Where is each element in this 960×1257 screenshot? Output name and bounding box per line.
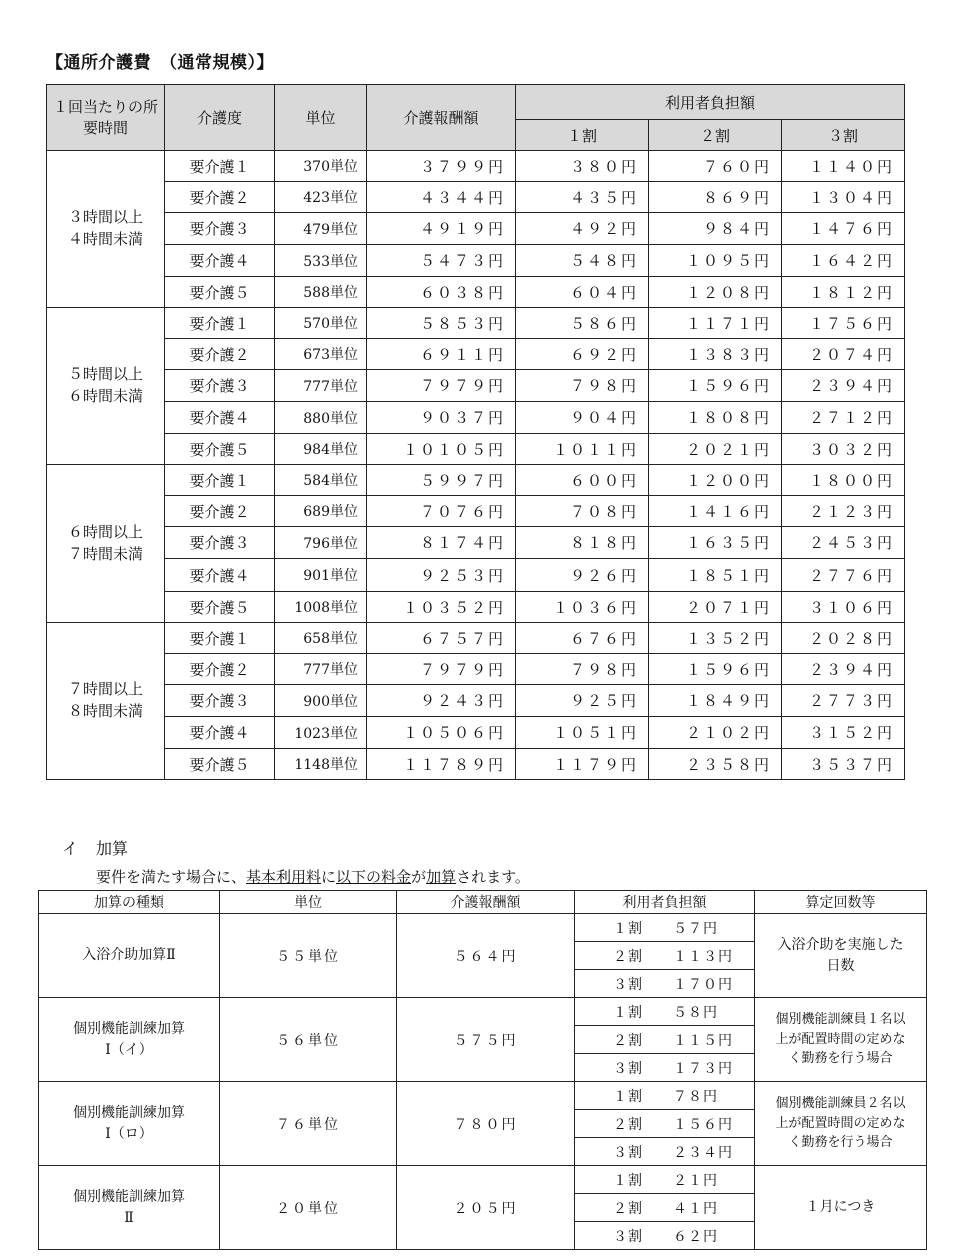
addition-type-line: 入浴介助加算Ⅱ: [82, 947, 176, 963]
header-fee: 介護報酬額: [367, 85, 516, 151]
header-fee: 介護報酬額: [397, 891, 575, 914]
duration-line: ３時間以上: [67, 208, 143, 227]
burden-2: １８０８円: [649, 402, 782, 434]
table-row: [47, 339, 905, 370]
fee-table-body: [47, 151, 905, 780]
burden-rate-label: １割: [613, 1004, 643, 1021]
addition-count-line: く勤務を行う場合: [788, 1135, 893, 1151]
addition-type-line: 個別機能訓練加算: [73, 1188, 185, 1205]
header-count: 算定回数等: [755, 891, 927, 914]
duration-line: ６時間以上: [67, 522, 143, 541]
table-row: [47, 685, 905, 717]
care-level: 要介護３: [165, 213, 275, 245]
burden-rate-amount: １１３円: [673, 948, 733, 965]
burden-3: ２７７３円: [782, 685, 905, 717]
table-row: [47, 527, 905, 559]
burden-2: １８５１円: [649, 559, 782, 592]
unit-value: 588単位: [275, 277, 367, 308]
duration-cell: [47, 623, 165, 780]
care-level: 要介護４: [165, 245, 275, 277]
burden-2: ２３５８円: [649, 749, 782, 780]
unit-value: 673単位: [275, 339, 367, 370]
unit-value: 584単位: [275, 465, 367, 496]
burden-rate-amount: ７８円: [673, 1088, 718, 1105]
care-level: 要介護１: [165, 465, 275, 496]
fee-value: ７９７９円: [367, 654, 516, 685]
note-text: 要件を満たす場合に、: [96, 868, 247, 886]
burden-2: ７６０円: [649, 151, 782, 182]
table-row: [47, 592, 905, 623]
burden-rate: [575, 1166, 755, 1194]
header-duration: １回当たりの所要時間: [47, 85, 165, 151]
duration-line: ８時間未満: [67, 702, 143, 720]
unit-value: 984単位: [275, 434, 367, 465]
addition-unit: ５５単位: [220, 914, 397, 998]
note-underline: 基本利用料: [246, 868, 322, 886]
note-text: されます。: [456, 868, 530, 886]
burden-1: ４３５円: [516, 182, 649, 213]
fee-value: ５８５３円: [367, 308, 516, 339]
care-level: 要介護２: [165, 182, 275, 213]
fee-value: ５４７３円: [367, 245, 516, 277]
burden-2: ２０７１円: [649, 592, 782, 623]
note-text: に: [321, 868, 337, 886]
addition-unit: ７６単位: [220, 1082, 397, 1166]
burden-1: ６７６円: [516, 623, 649, 654]
addition-table-body: [39, 914, 927, 1250]
burden-rate-amount: ５８円: [673, 1004, 718, 1021]
burden-rate-label: ２割: [613, 1032, 643, 1049]
care-level: 要介護５: [165, 749, 275, 780]
unit-value: 1008単位: [275, 592, 367, 623]
unit-value: 796単位: [275, 527, 367, 559]
care-level: 要介護５: [165, 277, 275, 308]
addition-type: [39, 1166, 220, 1250]
fee-value: ７０７６円: [367, 496, 516, 527]
burden-rate-amount: ６２円: [673, 1228, 718, 1245]
burden-2: １８４９円: [649, 685, 782, 717]
burden-2: １０９５円: [649, 245, 782, 277]
burden-rate-amount: １７３円: [673, 1060, 733, 1077]
addition-unit: ５６単位: [220, 998, 397, 1082]
table-row: [47, 654, 905, 685]
addition-fee: ５７５円: [397, 998, 575, 1082]
note-text: が: [411, 868, 427, 886]
care-level: 要介護５: [165, 434, 275, 465]
burden-3: １７５６円: [782, 308, 905, 339]
addition-count-line: 入浴介助を実施した: [777, 936, 904, 953]
table-row: [39, 998, 927, 1026]
burden-rate-amount: １７０円: [673, 976, 733, 993]
table-row: [39, 914, 927, 942]
addition-count: [755, 998, 927, 1082]
addition-type-line: Ⅱ: [124, 1209, 134, 1226]
burden-3: １８００円: [782, 465, 905, 496]
fee-value: １０５０６円: [367, 717, 516, 749]
burden-1: ５４８円: [516, 245, 649, 277]
table-row: [47, 402, 905, 434]
addition-heading-text: 加算: [96, 839, 129, 858]
table-row: [47, 717, 905, 749]
unit-value: 1148単位: [275, 749, 367, 780]
table-row: [47, 559, 905, 592]
burden-2: １２０８円: [649, 277, 782, 308]
burden-3: ２１２３円: [782, 496, 905, 527]
burden-3: ３０３２円: [782, 434, 905, 465]
unit-value: 689単位: [275, 496, 367, 527]
care-level: 要介護４: [165, 717, 275, 749]
burden-rate: [575, 914, 755, 942]
header-rate-2: ２割: [649, 120, 782, 151]
burden-rate-amount: ４１円: [673, 1200, 718, 1217]
header-level: 介護度: [165, 85, 275, 151]
burden-3: １１４０円: [782, 151, 905, 182]
burden-rate: [575, 1222, 755, 1250]
burden-1: １０５１円: [516, 717, 649, 749]
fee-value: ６９１１円: [367, 339, 516, 370]
care-level: 要介護２: [165, 339, 275, 370]
burden-2: １５９６円: [649, 370, 782, 402]
table-row: [39, 1166, 927, 1194]
burden-rate-amount: ２１円: [673, 1172, 718, 1189]
burden-2: １４１６円: [649, 496, 782, 527]
care-level: 要介護３: [165, 685, 275, 717]
care-level: 要介護２: [165, 654, 275, 685]
unit-value: 880単位: [275, 402, 367, 434]
fee-value: ９２５３円: [367, 559, 516, 592]
header-burden: 利用者負担額: [575, 891, 755, 914]
table-row: [47, 245, 905, 277]
fee-value: ５９９７円: [367, 465, 516, 496]
unit-value: 479単位: [275, 213, 367, 245]
fee-value: ４９１９円: [367, 213, 516, 245]
burden-1: ７９８円: [516, 654, 649, 685]
burden-1: ９２６円: [516, 559, 649, 592]
header-rate-1: １割: [516, 120, 649, 151]
fee-value: ８１７４円: [367, 527, 516, 559]
burden-2: ８６９円: [649, 182, 782, 213]
burden-1: １０３６円: [516, 592, 649, 623]
section-title: 【通所介護費 （通常規模）】: [46, 53, 274, 73]
burden-3: １４７６円: [782, 213, 905, 245]
table-row: [47, 308, 905, 339]
addition-count-line: 日数: [826, 957, 855, 974]
burden-1: ４９２円: [516, 213, 649, 245]
addition-count-line: 個別機能訓練員２名以: [775, 1096, 906, 1112]
burden-3: ２４５３円: [782, 527, 905, 559]
unit-value: 423単位: [275, 182, 367, 213]
burden-1: １０１１円: [516, 434, 649, 465]
burden-1: ８１８円: [516, 527, 649, 559]
addition-type: [39, 914, 220, 998]
addition-count-line: 上が配置時間の定めな: [775, 1031, 906, 1047]
addition-count-line: 個別機能訓練員１名以: [775, 1012, 906, 1028]
duration-line: ５時間以上: [67, 365, 143, 384]
addition-type: [39, 1082, 220, 1166]
burden-rate: [575, 1138, 755, 1166]
burden-rate-label: １割: [613, 1172, 643, 1189]
burden-rate: [575, 1082, 755, 1110]
unit-value: 900単位: [275, 685, 367, 717]
table-row: [47, 465, 905, 496]
burden-rate-amount: １１５円: [673, 1032, 733, 1049]
burden-rate: [575, 1054, 755, 1082]
unit-value: 901単位: [275, 559, 367, 592]
burden-rate-label: ２割: [613, 1116, 643, 1133]
care-level: 要介護４: [165, 559, 275, 592]
burden-rate-label: ３割: [613, 1144, 643, 1161]
table-row: [47, 370, 905, 402]
addition-type-line: 個別機能訓練加算: [73, 1020, 185, 1037]
fee-value: ６７５７円: [367, 623, 516, 654]
addition-type-line: Ⅰ（イ）: [105, 1041, 153, 1058]
burden-rate: [575, 970, 755, 998]
unit-value: 658単位: [275, 623, 367, 654]
burden-1: ７０８円: [516, 496, 649, 527]
burden-rate-amount: ２３４円: [673, 1144, 733, 1161]
burden-2: １１７１円: [649, 308, 782, 339]
addition-table: [38, 890, 927, 1250]
fee-value: ７９７９円: [367, 370, 516, 402]
addition-heading-mark: イ: [62, 839, 79, 858]
fee-value: ９０３７円: [367, 402, 516, 434]
burden-3: ３５３７円: [782, 749, 905, 780]
burden-rate: [575, 1110, 755, 1138]
addition-count: [755, 1166, 927, 1250]
fee-value: ４３４４円: [367, 182, 516, 213]
burden-2: １５９６円: [649, 654, 782, 685]
duration-line: ４時間未満: [67, 230, 143, 248]
addition-fee: ７８０円: [397, 1082, 575, 1166]
addition-type: [39, 998, 220, 1082]
unit-value: 1023単位: [275, 717, 367, 749]
note-underline: 以下の料金: [336, 868, 412, 886]
burden-2: １３８３円: [649, 339, 782, 370]
burden-rate: [575, 942, 755, 970]
burden-2: １３５２円: [649, 623, 782, 654]
burden-3: ２７１２円: [782, 402, 905, 434]
burden-1: ６０４円: [516, 277, 649, 308]
addition-note: [96, 866, 530, 887]
table-row: [39, 1082, 927, 1110]
fee-value: １０３５２円: [367, 592, 516, 623]
header-burden: 利用者負担額: [516, 85, 905, 120]
burden-3: ３１５２円: [782, 717, 905, 749]
fee-table: [46, 84, 905, 780]
burden-rate-label: ２割: [613, 1200, 643, 1217]
fee-value: ３７９９円: [367, 151, 516, 182]
burden-3: １３０４円: [782, 182, 905, 213]
addition-unit: ２０単位: [220, 1166, 397, 1250]
care-level: 要介護３: [165, 527, 275, 559]
burden-rate: [575, 998, 755, 1026]
addition-heading: [62, 836, 128, 859]
addition-count: [755, 1082, 927, 1166]
burden-3: ２０７４円: [782, 339, 905, 370]
burden-1: ７９８円: [516, 370, 649, 402]
care-level: 要介護１: [165, 623, 275, 654]
unit-value: 533単位: [275, 245, 367, 277]
burden-2: ２１０２円: [649, 717, 782, 749]
duration-line: ７時間以上: [67, 680, 143, 699]
duration-cell: [47, 151, 165, 308]
unit-value: 570単位: [275, 308, 367, 339]
header-unit: 単位: [220, 891, 397, 914]
table-row: [47, 182, 905, 213]
table-row: [47, 434, 905, 465]
burden-2: １２００円: [649, 465, 782, 496]
unit-value: 777単位: [275, 654, 367, 685]
care-level: 要介護３: [165, 370, 275, 402]
addition-type-line: 個別機能訓練加算: [73, 1104, 185, 1121]
duration-line: ６時間未満: [67, 387, 143, 405]
header-unit: 単位: [275, 85, 367, 151]
addition-fee: ５６４円: [397, 914, 575, 998]
burden-rate-label: １割: [613, 1088, 643, 1105]
burden-3: ２０２８円: [782, 623, 905, 654]
burden-3: ２３９４円: [782, 654, 905, 685]
burden-3: ２７７６円: [782, 559, 905, 592]
burden-rate: [575, 1026, 755, 1054]
care-level: 要介護２: [165, 496, 275, 527]
care-level: 要介護４: [165, 402, 275, 434]
addition-count-line: 上が配置時間の定めな: [775, 1115, 906, 1131]
care-level: 要介護１: [165, 151, 275, 182]
care-level: 要介護１: [165, 308, 275, 339]
burden-rate: [575, 1194, 755, 1222]
unit-value: 370単位: [275, 151, 367, 182]
burden-2: １６３５円: [649, 527, 782, 559]
burden-1: ３８０円: [516, 151, 649, 182]
fee-value: １０１０５円: [367, 434, 516, 465]
care-level: 要介護５: [165, 592, 275, 623]
burden-1: ９０４円: [516, 402, 649, 434]
burden-3: １６４２円: [782, 245, 905, 277]
burden-1: ６００円: [516, 465, 649, 496]
fee-value: ９２４３円: [367, 685, 516, 717]
burden-rate-label: ２割: [613, 948, 643, 965]
burden-1: ５８６円: [516, 308, 649, 339]
table-row: [47, 213, 905, 245]
header-rate-3: ３割: [782, 120, 905, 151]
burden-rate-amount: １５６円: [673, 1116, 733, 1133]
table-row: [47, 496, 905, 527]
table-row: [47, 623, 905, 654]
addition-type-line: Ⅰ（ロ）: [105, 1125, 153, 1142]
table-row: [47, 749, 905, 780]
table-row: [47, 277, 905, 308]
fee-value: １１７８９円: [367, 749, 516, 780]
addition-count-line: く勤務を行う場合: [788, 1051, 893, 1067]
fee-value: ６０３８円: [367, 277, 516, 308]
burden-rate-label: ３割: [613, 1060, 643, 1077]
duration-cell: [47, 308, 165, 465]
addition-count: [755, 914, 927, 998]
duration-cell: [47, 465, 165, 623]
burden-2: ２０２１円: [649, 434, 782, 465]
burden-2: ９８４円: [649, 213, 782, 245]
burden-rate-label: ３割: [613, 1228, 643, 1245]
unit-value: 777単位: [275, 370, 367, 402]
burden-3: ３１０６円: [782, 592, 905, 623]
note-underline: 加算: [426, 868, 457, 886]
table-row: [47, 151, 905, 182]
burden-1: ９２５円: [516, 685, 649, 717]
burden-3: ２３９４円: [782, 370, 905, 402]
addition-count-line: １月につき: [805, 1199, 876, 1215]
addition-fee: ２０５円: [397, 1166, 575, 1250]
burden-3: １８１２円: [782, 277, 905, 308]
burden-1: １１７９円: [516, 749, 649, 780]
burden-rate-amount: ５７円: [673, 920, 718, 937]
duration-line: ７時間未満: [67, 544, 143, 563]
header-type: 加算の種類: [39, 891, 220, 914]
burden-rate-label: ３割: [613, 976, 643, 993]
burden-1: ６９２円: [516, 339, 649, 370]
burden-rate-label: １割: [613, 920, 643, 937]
